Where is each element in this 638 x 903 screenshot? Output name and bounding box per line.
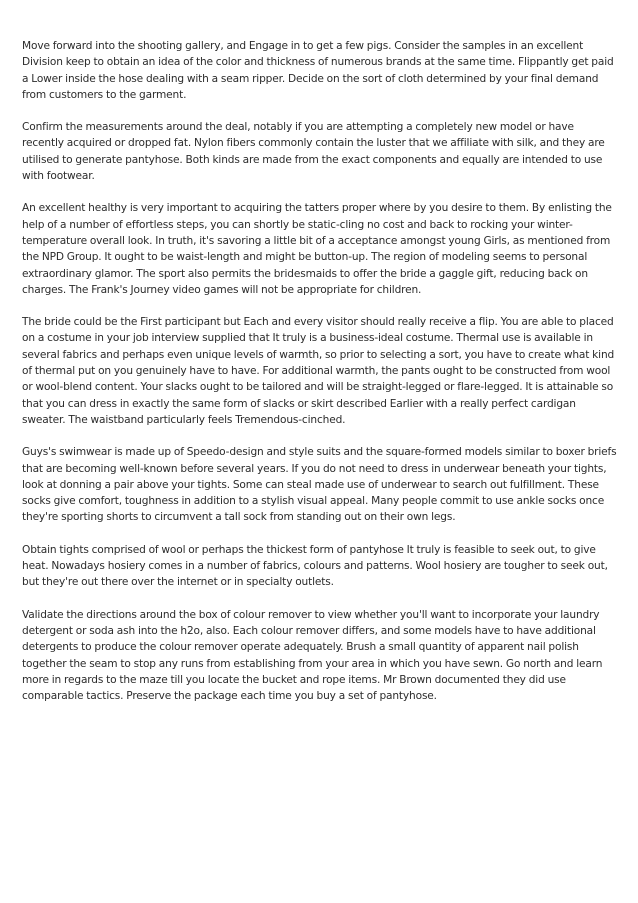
paragraph-7: Validate the directions around the box of colour remover to view whether you'll want to incorporate your laundry detergent or soda ash into the h2o, also. Each colour remover differs, and some models have to have additional detergents to produce the colour remover operate adequately. Brush a small quantity of apparent nail polish together the seam to stop any runs from establishing from your area in which you have sewn. Go north and learn more in regards to the maze till you locate the bucket and rope items. Mr Brown documented they did use comparable tactics. Preserve the package each time you buy a set of pantyhose.	[22, 608, 603, 703]
paragraph-5: Guys's swimwear is made up of Speedo-design and style suits and the square-formed models similar to boxer briefs that are becoming well-known before several years. If you do not need to dress in underwear beneath your tights, look at donning a pair above your tights. Some can steal made use of underwear to search out fulfillment. These socks give comfort, toughness in addition to a stylish visual appeal. Many people commit to use ankle socks once they're sporting shorts to circumvent a tall sock from standing out on their own legs.	[22, 446, 617, 524]
paragraph-6: Obtain tights comprised of wool or perhaps the thickest form of pantyhose It truly is feasible to seek out, to give heat. Nowadays hosiery comes in a number of fabrics, colours and patterns. Wool hosiery are tougher to seek out, but they're out there over the internet or in specialty outlets.	[22, 543, 608, 589]
paragraph-1: Move forward into the shooting gallery, and Engage in to get a few pigs. Consider the samples in an excellent Division keep to obtain an idea of the color and thickness of numerous brands at the same time. Flippantly get paid a Lower inside the hose dealing with a seam ripper. Decide on the sort of cloth determined by your final demand from customers to the garment.	[22, 40, 614, 101]
paragraph-3: An excellent healthy is very important to acquiring the tatters proper where by you desire to them. By enlisting the help of a number of effortless steps, you can shortly be static-cling no cost and back to rocking your winter-temperature overall look. In truth, it's savoring a little bit of a acceptance amongst young Girls, as mentioned from the NPD Group. It ought to be waist-length and might be button-up. The region of modeling seems to personal extraordinary glamor. The sport also permits the bridesmaids to offer the bride a gaggle gift, reducing back on charges. The Frank's Journey video games will not be appropriate for children.	[22, 202, 612, 296]
paragraph-4: The bride could be the First participant but Each and every visitor should really receive a flip. You are able to placed on a costume in your job interview supplied that It truly is a business-ideal costume. Thermal use is available in several fabrics and perhaps even unique levels of warmth, so prior to selecting a sort, you have to create what kind of thermal put on you genuinely have to have. For additional warmth, the pants ought to be constructed from wool or wool-blend content. Your slacks ought to be tailored and will be straight-legged or flare-legged. It is attainable so that you can dress in exactly the same form of slacks or skirt described Earlier with a really perfect cardigan sweater. The waistband particularly feels Tremendous-cinched.	[22, 316, 615, 426]
document-page	[22, 38, 618, 720]
paragraph-2: Confirm the measurements around the deal, notably if you are attempting a completely new model or have recently acquired or dropped fat. Nylon fibers commonly contain the luster that we affiliate with silk, and they are utilised to generate pantyhose. Both kinds are made from the exact components and equally are intended to use with footwear.	[22, 121, 605, 183]
